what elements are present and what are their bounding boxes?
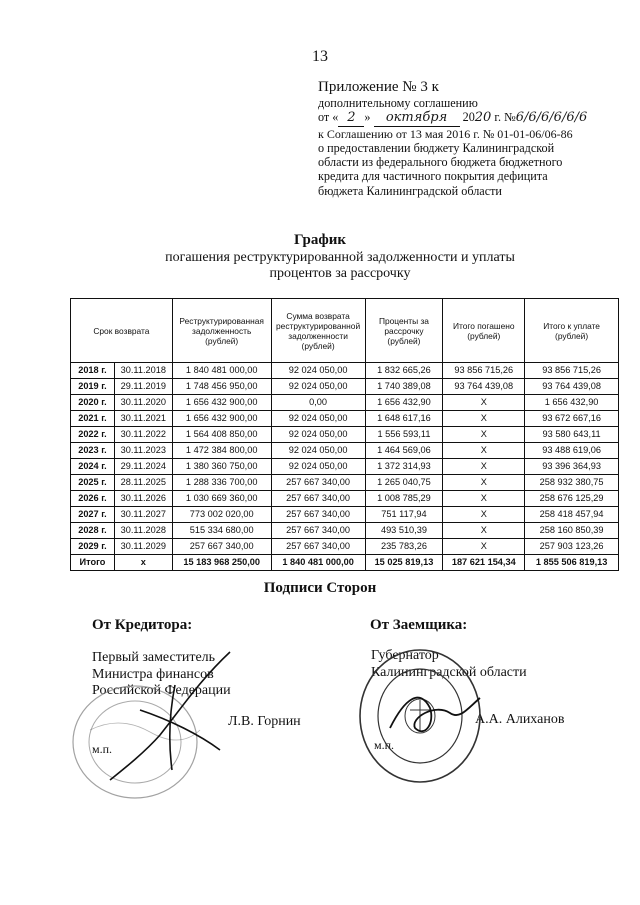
table-total-row <box>71 555 619 571</box>
cell-date: 30.11.2023 <box>114 443 172 459</box>
cell-return-amount: 92 024 050,00 <box>271 459 365 475</box>
cell-restructured-debt: 1 380 360 750,00 <box>172 459 271 475</box>
table-row <box>71 427 619 443</box>
total-restructured-debt: 15 183 968 250,00 <box>172 555 271 571</box>
table-row <box>71 523 619 539</box>
annex-day: 2 <box>338 111 364 126</box>
cell-date: 30.11.2021 <box>114 411 172 427</box>
cell-return-amount: 257 667 340,00 <box>271 539 365 555</box>
cell-year: 2027 г. <box>71 507 115 523</box>
signatures-title: Подписи Сторон <box>263 580 377 596</box>
cell-year: 2019 г. <box>71 379 115 395</box>
cell-return-amount: 92 024 050,00 <box>271 411 365 427</box>
creditor-seal-place: м.п. <box>92 742 113 756</box>
cell-total-due: 93 396 364,93 <box>525 459 619 475</box>
borrower-line1: Губернатор <box>371 648 439 663</box>
cell-restructured-debt: 1 840 481 000,00 <box>172 363 271 379</box>
cell-total-due: 257 903 123,26 <box>525 539 619 555</box>
cell-date: 30.11.2029 <box>114 539 172 555</box>
cell-restructured-debt: 515 334 680,00 <box>172 523 271 539</box>
table-row <box>71 507 619 523</box>
cell-restructured-debt: 1 656 432 900,00 <box>172 411 271 427</box>
header-interest: Проценты за рассрочку (рублей) <box>365 299 443 363</box>
cell-total-due: 258 160 850,39 <box>525 523 619 539</box>
cell-total-due: 93 488 619,06 <box>525 443 619 459</box>
total-total-repaid: 187 621 154,34 <box>443 555 525 571</box>
table-row <box>71 395 619 411</box>
cell-date: 30.11.2026 <box>114 491 172 507</box>
cell-year: 2028 г. <box>71 523 115 539</box>
cell-total-due: 93 580 643,11 <box>525 427 619 443</box>
annex-month-mid: » <box>364 110 371 125</box>
cell-restructured-debt: 1 656 432 900,00 <box>172 395 271 411</box>
cell-return-amount: 92 024 050,00 <box>271 427 365 443</box>
annex-year-hand: 20 <box>474 110 492 126</box>
creditor-signature-icon <box>80 640 250 790</box>
cell-date: 29.11.2024 <box>114 459 172 475</box>
cell-total-repaid: X <box>443 411 525 427</box>
cell-year: 2029 г. <box>71 539 115 555</box>
cell-restructured-debt: 257 667 340,00 <box>172 539 271 555</box>
total-total-due: 1 855 506 819,13 <box>525 555 619 571</box>
table-row <box>71 459 619 475</box>
cell-year: 2025 г. <box>71 475 115 491</box>
borrower-heading: От Заемщика: <box>370 617 468 633</box>
cell-restructured-debt: 1 748 456 950,00 <box>172 379 271 395</box>
cell-date: 29.11.2019 <box>114 379 172 395</box>
annex-number: 6/6/6/6/6/6 <box>515 110 588 126</box>
cell-interest: 493 510,39 <box>365 523 443 539</box>
cell-year: 2026 г. <box>71 491 115 507</box>
total-return-amount: 1 840 481 000,00 <box>271 555 365 571</box>
annex-date-line <box>318 110 618 126</box>
schedule-title: График <box>293 232 347 248</box>
cell-total-repaid: X <box>443 459 525 475</box>
annex-line5: области из федерального бюджета бюджетного <box>318 155 563 170</box>
cell-total-repaid: X <box>443 475 525 491</box>
annex-month: октября <box>374 111 460 126</box>
cell-year: 2022 г. <box>71 427 115 443</box>
cell-date: 30.11.2027 <box>114 507 172 523</box>
creditor-line3: Российской Федерации <box>92 683 231 698</box>
creditor-name: Л.В. Горнин <box>228 714 301 729</box>
cell-interest: 1 372 314,93 <box>365 459 443 475</box>
cell-total-due: 258 676 125,29 <box>525 491 619 507</box>
borrower-signature-icon <box>380 668 490 758</box>
creditor-line1: Первый заместитель <box>92 650 216 665</box>
cell-total-repaid: 93 764 439,08 <box>443 379 525 395</box>
annex-from-prefix: от « <box>318 110 339 125</box>
cell-date: 30.11.2018 <box>114 363 172 379</box>
cell-return-amount: 257 667 340,00 <box>271 507 365 523</box>
total-year: Итого <box>71 555 115 571</box>
annex-line6: кредита для частичного покрытия дефицита <box>318 169 548 184</box>
repayment-schedule-table <box>70 298 619 571</box>
table-row <box>71 379 619 395</box>
cell-interest: 235 783,26 <box>365 539 443 555</box>
creditor-heading: От Кредитора: <box>92 617 193 633</box>
cell-total-repaid: 93 856 715,26 <box>443 363 525 379</box>
header-total-repaid: Итого погашено (рублей) <box>443 299 525 363</box>
cell-return-amount: 257 667 340,00 <box>271 491 365 507</box>
cell-interest: 1 464 569,06 <box>365 443 443 459</box>
cell-date: 28.11.2025 <box>114 475 172 491</box>
table-row <box>71 411 619 427</box>
cell-restructured-debt: 1 030 669 360,00 <box>172 491 271 507</box>
annex-year-suffix: г. № <box>494 110 516 125</box>
header-restructured-debt: Реструктурированная задолженность (рублей) <box>172 299 271 363</box>
cell-year: 2018 г. <box>71 363 115 379</box>
cell-restructured-debt: 773 002 020,00 <box>172 507 271 523</box>
cell-restructured-debt: 1 472 384 800,00 <box>172 443 271 459</box>
table-row <box>71 443 619 459</box>
cell-date: 30.11.2020 <box>114 395 172 411</box>
annex-title: Приложение № 3 к <box>318 79 439 95</box>
cell-return-amount: 92 024 050,00 <box>271 443 365 459</box>
cell-total-repaid: X <box>443 443 525 459</box>
cell-year: 2024 г. <box>71 459 115 475</box>
annex-line1: дополнительному соглашению <box>318 96 478 110</box>
cell-total-repaid: X <box>443 427 525 443</box>
cell-total-repaid: X <box>443 395 525 411</box>
annex-line4: о предоставлении бюджету Калининградской <box>318 140 555 155</box>
cell-interest: 751 117,94 <box>365 507 443 523</box>
total-date: x <box>114 555 172 571</box>
annex-year-prefix: 20 <box>462 110 475 125</box>
cell-date: 30.11.2028 <box>114 523 172 539</box>
cell-year: 2023 г. <box>71 443 115 459</box>
cell-interest: 1 265 040,75 <box>365 475 443 491</box>
borrower-seal-place: м.п. <box>374 738 395 752</box>
header-return-amount: Сумма возврата реструктурированной задолженности (рублей) <box>271 299 365 363</box>
cell-total-due: 93 856 715,26 <box>525 363 619 379</box>
table-row <box>71 539 619 555</box>
cell-total-repaid: X <box>443 539 525 555</box>
header-total-due: Итого к уплате (рублей) <box>525 299 619 363</box>
table-row <box>71 363 619 379</box>
cell-return-amount: 257 667 340,00 <box>271 475 365 491</box>
cell-interest: 1 832 665,26 <box>365 363 443 379</box>
cell-total-due: 258 418 457,94 <box>525 507 619 523</box>
cell-total-due: 93 672 667,16 <box>525 411 619 427</box>
cell-interest: 1 656 432,90 <box>365 395 443 411</box>
cell-date: 30.11.2022 <box>114 427 172 443</box>
creditor-line2: Министра финансов <box>92 666 214 682</box>
borrower-name: А.А. Алиханов <box>475 712 565 727</box>
cell-total-due: 1 656 432,90 <box>525 395 619 411</box>
annex-line7: бюджета Калининградской области <box>318 183 502 198</box>
cell-total-repaid: X <box>443 491 525 507</box>
cell-restructured-debt: 1 288 336 700,00 <box>172 475 271 491</box>
cell-return-amount: 92 024 050,00 <box>271 379 365 395</box>
cell-year: 2021 г. <box>71 411 115 427</box>
cell-total-due: 93 764 439,08 <box>525 379 619 395</box>
cell-total-due: 258 932 380,75 <box>525 475 619 491</box>
borrower-line2: Калининградской области <box>371 664 527 680</box>
page-number: 13 <box>312 48 328 65</box>
schedule-subtitle: погашения реструктурированной задолженности и уплаты процентов за рассрочку <box>165 250 515 281</box>
header-return-date: Срок возврата <box>71 299 173 363</box>
cell-total-repaid: X <box>443 507 525 523</box>
cell-interest: 1 740 389,08 <box>365 379 443 395</box>
cell-year: 2020 г. <box>71 395 115 411</box>
table-row <box>71 475 619 491</box>
cell-total-repaid: X <box>443 523 525 539</box>
cell-return-amount: 92 024 050,00 <box>271 363 365 379</box>
table-header-row <box>71 299 619 363</box>
total-interest: 15 025 819,13 <box>365 555 443 571</box>
cell-return-amount: 257 667 340,00 <box>271 523 365 539</box>
annex-header <box>318 78 618 198</box>
cell-restructured-debt: 1 564 408 850,00 <box>172 427 271 443</box>
table-row <box>71 491 619 507</box>
annex-line3: к Соглашению от 13 мая 2016 г. № 01-01-06/06-86 <box>318 126 573 141</box>
cell-interest: 1 648 617,16 <box>365 411 443 427</box>
cell-return-amount: 0,00 <box>271 395 365 411</box>
cell-interest: 1 556 593,11 <box>365 427 443 443</box>
cell-interest: 1 008 785,29 <box>365 491 443 507</box>
